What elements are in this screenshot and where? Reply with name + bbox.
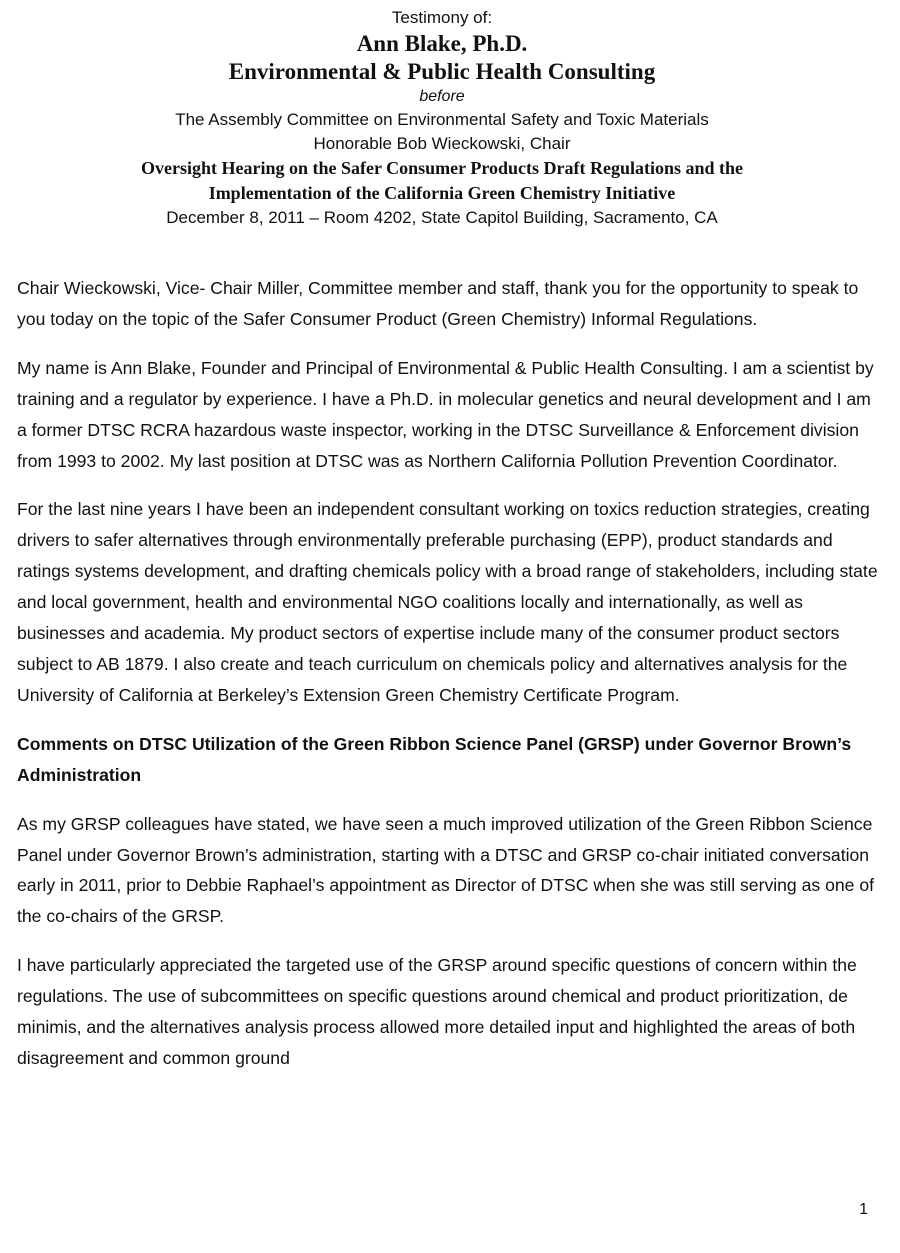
witness-organization: Environmental & Public Health Consulting	[228, 59, 656, 84]
witness-name: Ann Blake, Ph.D.	[356, 31, 528, 56]
hearing-title-line-2: Implementation of the California Green Chemistry Initiative	[208, 183, 676, 203]
hearing-title-line-1: Oversight Hearing on the Safer Consumer Products Draft Regulations and the	[141, 158, 743, 178]
hearing-date-location: December 8, 2011 – Room 4202, State Capitol Building, Sacramento, CA	[166, 208, 718, 227]
testimony-header	[0, 6, 884, 230]
testimony-of-label: Testimony of:	[391, 8, 493, 27]
before-label: before	[419, 88, 465, 105]
page-number: 1	[859, 1201, 868, 1218]
section-heading-grsp: Comments on DTSC Utilization of the Green Ribbon Science Panel (GRSP) under Governor Brown’s Administration	[17, 733, 852, 785]
paragraph-grsp-utilization: As my GRSP colleagues have stated, we have seen a much improved utilization of the Green Ribbon Science Panel under Governor Brown’s administration, starting with a DTSC and GRSP co-chair initiated conversation early in 2011, prior to Debbie Raphael’s appointment as Director of DTSC when she was still serving as one of the co-chairs of the GRSP.	[17, 813, 874, 927]
testimony-body	[17, 273, 879, 1092]
paragraph-introduction: My name is Ann Blake, Founder and Principal of Environmental & Public Health Consulting. I am a scientist by training and a regulator by experience. I have a Ph.D. in molecular genetics and neural development and I am a former DTSC RCRA hazardous waste inspector, working in the DTSC Surveillance & Enforcement division from 1993 to 2002. My last position at DTSC was as Northern California Pollution Prevention Coordinator.	[17, 357, 874, 471]
paragraph-experience: For the last nine years I have been an independent consultant working on toxics reduction strategies, creating drivers to safer alternatives through environmentally preferable purchasing (EPP), product standards and ratings systems development, and drafting chemicals policy with a broad range of stakeholders, including state and local government, health and environmental NGO coalitions locally and internationally, as well as businesses and academia. My product sectors of expertise include many of the consumer product sectors subject to AB 1879. I also create and teach curriculum on chemicals policy and alternatives analysis for the University of California at Berkeley’s Extension Green Chemistry Certificate Program.	[17, 499, 878, 705]
committee-chair: Honorable Bob Wieckowski, Chair	[313, 134, 571, 153]
committee-name: The Assembly Committee on Environmental Safety and Toxic Materials	[175, 110, 709, 129]
paragraph-greeting: Chair Wieckowski, Vice- Chair Miller, Committee member and staff, thank you for the opportunity to speak to you today on the topic of the Safer Consumer Product (Green Chemistry) Informal Regulations.	[17, 278, 859, 329]
paragraph-subcommittees: I have particularly appreciated the targeted use of the GRSP around specific questions of concern within the regulations. The use of subcommittees on specific questions around chemical and product prioritization, de minimis, and the alternatives analysis process allowed more detailed input and highlighted the areas of both disagreement and common ground	[17, 955, 857, 1068]
